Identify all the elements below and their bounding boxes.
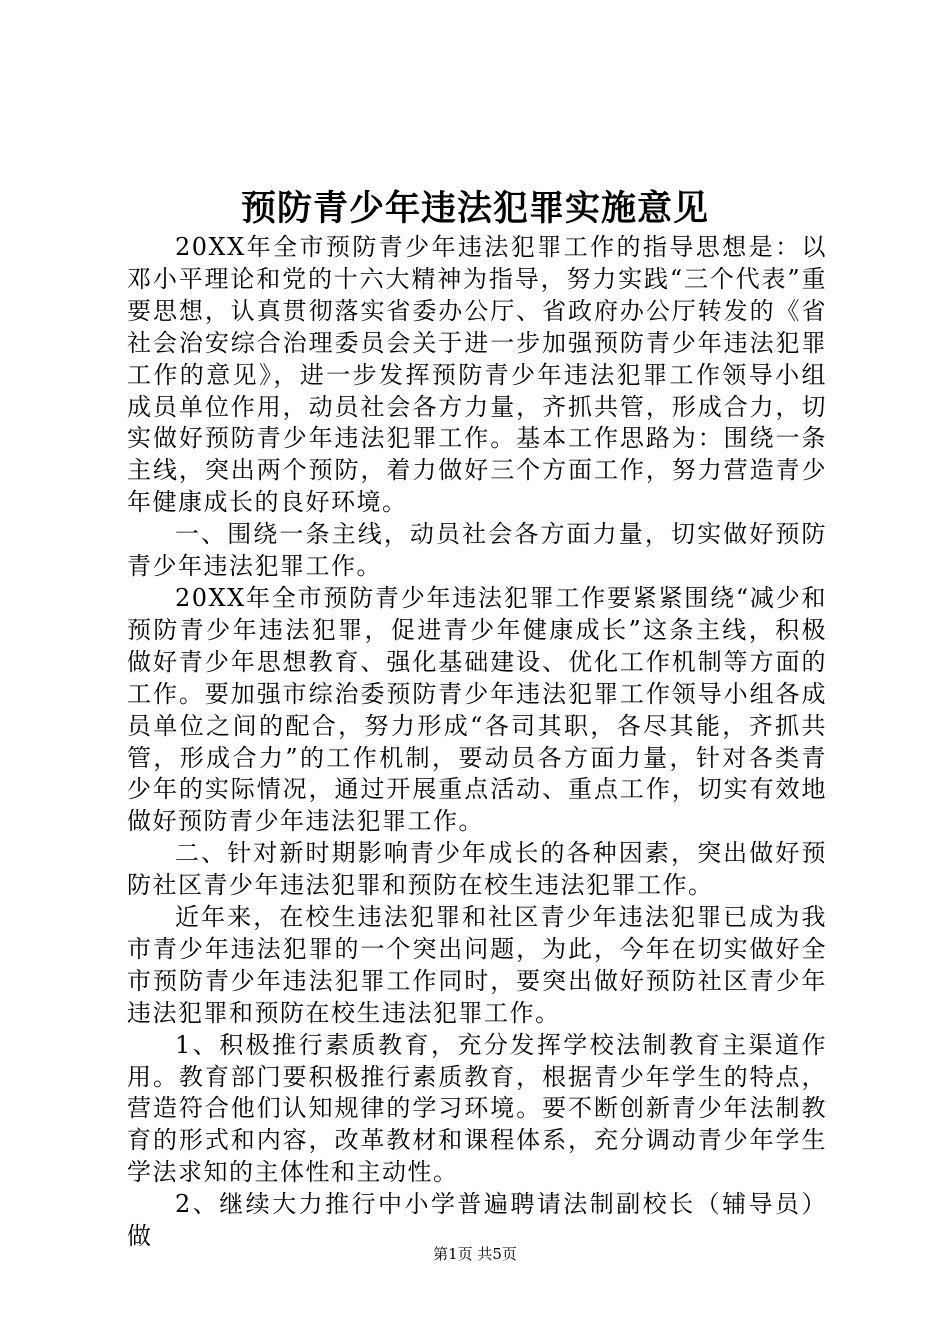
- document-body: [127, 232, 827, 1253]
- paragraph: 一、围绕一条主线，动员社会各方面力量，切实做好预防青少年违法犯罪工作。: [127, 520, 827, 581]
- paragraph: 近年来，在校生违法犯罪和社区青少年违法犯罪已成为我市青少年违法犯罪的一个突出问题，为此，今年在切实做好全市预防青少年违法犯罪工作同时，要突出做好预防社区青少年违法犯罪和预防在校生违法犯罪工作。: [127, 903, 827, 1027]
- paragraph: 2、继续大力推行中小学普遍聘请法制副校长（辅导员）做: [127, 1190, 827, 1251]
- paragraph: 20XX年全市预防青少年违法犯罪工作要紧紧围绕“减少和预防青少年违法犯罪，促进青少年健康成长”这条主线，积极做好青少年思想教育、强化基础建设、优化工作机制等方面的工作。要加强市综治委预防青少年违法犯罪工作领导小组各成员单位之间的配合，努力形成“各司其职，各尽其能，齐抓共管，形成合力”的工作机制，要动员各方面力量，针对各类青少年的实际情况，通过开展重点活动、重点工作，切实有效地做好预防青少年违法犯罪工作。: [127, 583, 827, 836]
- paragraph: 20XX年全市预防青少年违法犯罪工作的指导思想是：以邓小平理论和党的十六大精神为指导，努力实践“三个代表”重要思想，认真贯彻落实省委办公厅、省政府办公厅转发的《省社会治安综合治理委员会关于进一步加强预防青少年违法犯罪工作的意见》，进一步发挥预防青少年违法犯罪工作领导小组成员单位作用，动员社会各方力量，齐抓共管，形成合力，切实做好预防青少年违法犯罪工作。基本工作思路为：围绕一条主线，突出两个预防，着力做好三个方面工作，努力营造青少年健康成长的良好环境。: [127, 233, 827, 517]
- paragraph: 1、积极推行素质教育，充分发挥学校法制教育主渠道作用。教育部门要积极推行素质教育，根据青少年学生的特点，营造符合他们认知规律的学习环境。要不断创新青少年法制教育的形式和内容，改革教材和课程体系，充分调动青少年学生学法求知的主体性和主动性。: [127, 1030, 827, 1187]
- document-title: 预防青少年违法犯罪实施意见: [240, 188, 709, 229]
- page-footer: 第1页 共5页: [433, 1245, 517, 1263]
- paragraph: 二、针对新时期影响青少年成长的各种因素，突出做好预防社区青少年违法犯罪和预防在校生违法犯罪工作。: [127, 839, 827, 900]
